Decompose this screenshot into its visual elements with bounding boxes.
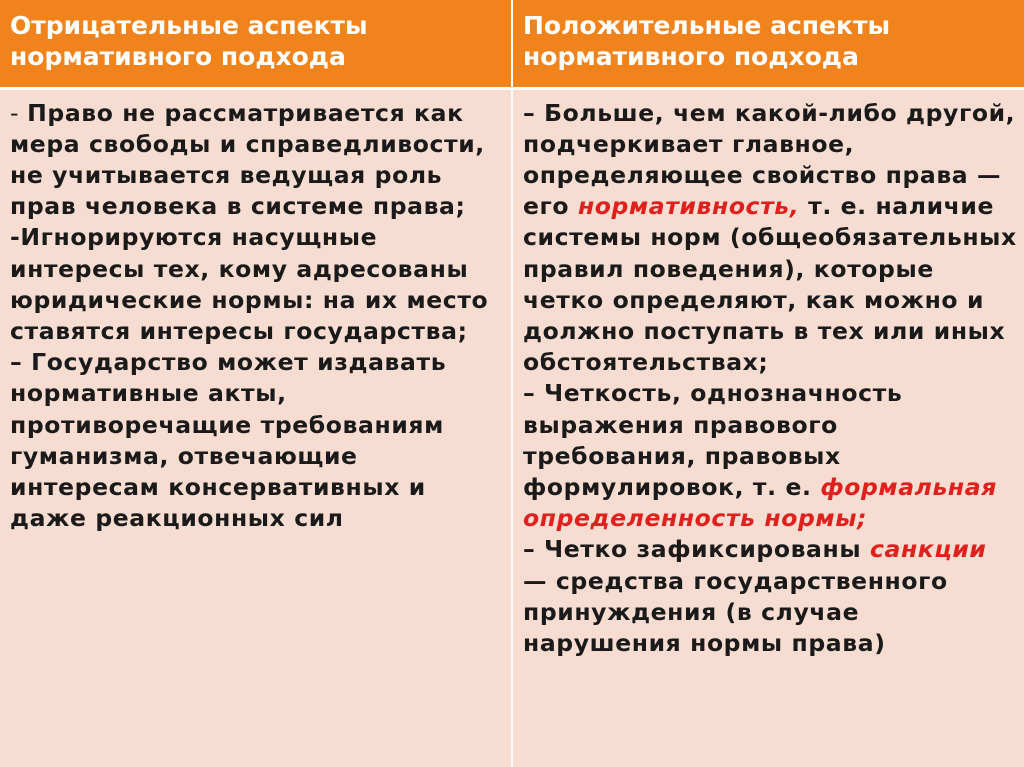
positive-point-2 xyxy=(523,378,1018,534)
negative-point-1-text: Право не рассматривается как мера свободы и справедливости, не учитывается ведущая роль прав человека в системе права; xyxy=(10,98,485,221)
positive-aspects-cell xyxy=(512,88,1024,767)
negative-aspects-cell xyxy=(0,88,512,767)
positive-point-1-text-b: т. е. наличие системы норм (общеобязательных правил поведения), которые четко определяют, как можно и должно поступать в тех или иных обстоятельствах; xyxy=(523,192,1017,377)
table-header-row xyxy=(0,0,1024,88)
positive-point-1-text-a: – Больше, чем какой-либо другой, подчеркивает главное, определяющее свойство права — его xyxy=(523,98,1016,221)
table-body-row xyxy=(0,88,1024,767)
negative-point-1 xyxy=(10,98,505,223)
highlight-sanctions: санкции xyxy=(869,535,987,564)
header-negative-aspects: Отрицательные аспекты нормативного подхода xyxy=(0,0,512,88)
positive-point-2-text: – Четкость, однозначность выражения правового требования, правовых формулировок, т. е. xyxy=(523,379,903,501)
highlight-formal-certainty: формальная определенность нормы; xyxy=(523,472,997,533)
positive-point-3-text-b: — средства государственного принуждения (в случае нарушения нормы права) xyxy=(523,566,948,657)
highlight-normativity: нормативность, xyxy=(577,192,800,221)
positive-point-1 xyxy=(523,98,1018,379)
header-positive-aspects: Положительные аспекты нормативного подхода xyxy=(512,0,1024,88)
positive-point-3-text-a: – Четко зафиксированы xyxy=(523,535,870,564)
negative-point-2: -Игнорируются насущные интересы тех, кому адресованы юридические нормы: на их место ставятся интересы государства; xyxy=(10,223,489,345)
negative-point-1-dash: - xyxy=(10,98,28,127)
negative-point-3: – Государство может издавать нормативные акты, противоречащие требованиям гуманизма, отвечающие интересам консервативных и даже реакционных сил xyxy=(10,348,447,533)
positive-point-3 xyxy=(523,534,1018,659)
